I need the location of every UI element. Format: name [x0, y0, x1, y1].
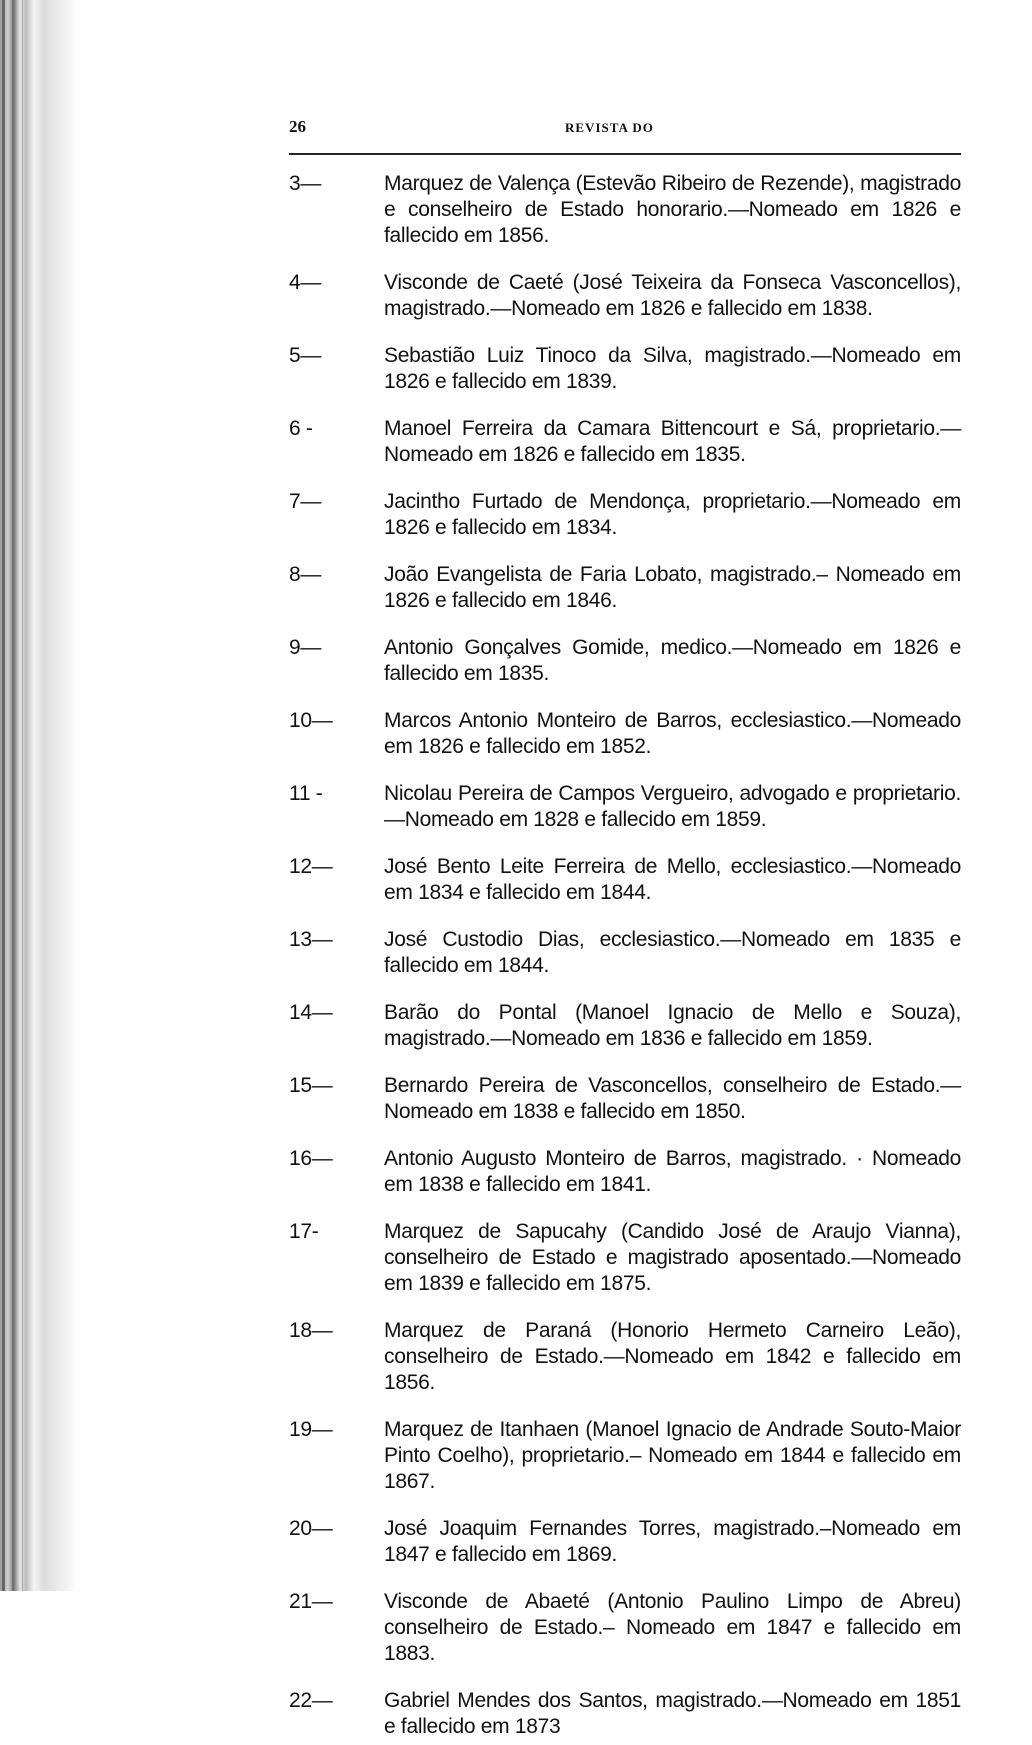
- entry-text: Manoel Ferreira da Camara Bittencourt e Sá, proprietario.— Nomeado em 1826 e fallecido em 1835.: [384, 417, 961, 466]
- list-item: [289, 1318, 961, 1396]
- list-item: [289, 270, 961, 322]
- list-item: [289, 1146, 961, 1198]
- entry-text: José Bento Leite Ferreira de Mello, ecclesiastico.—Nomeado em 1834 e fallecido em 1844.: [384, 855, 961, 904]
- entry-number: 15—: [289, 1074, 333, 1097]
- entry-text: João Evangelista de Faria Lobato, magistrado.– Nomeado em 1826 e fallecido em 1846.: [384, 563, 961, 612]
- entry-text: Marquez de Itanhaen (Manoel Ignacio de Andrade Souto-Maior Pinto Coelho), proprietario.– Nomeado em 1844 e fallecido em 1867.: [384, 1418, 961, 1493]
- entry-text: Bernardo Pereira de Vasconcellos, conselheiro de Estado.— Nomeado em 1838 e fallecido em 1850.: [384, 1074, 961, 1123]
- entry-text: Antonio Augusto Monteiro de Barros, magistrado. · Nomeado em 1838 e fallecido em 1841.: [384, 1147, 961, 1196]
- list-item: [289, 562, 961, 614]
- entry-text: Marquez de Paraná (Honorio Hermeto Carneiro Leão), conselheiro de Estado.—Nomeado em 1842 e fallecido em 1856.: [384, 1319, 961, 1394]
- binding-shadow-line: [22, 0, 23, 1591]
- entry-number: 22—: [289, 1689, 333, 1712]
- entry-text: José Custodio Dias, ecclesiastico.—Nomeado em 1835 e fallecido em 1844.: [384, 928, 961, 977]
- list-item: [289, 1219, 961, 1297]
- entry-text: Barão do Pontal (Manoel Ignacio de Mello e Souza), magistrado.—Nomeado em 1836 e fallecido em 1859.: [384, 1001, 961, 1050]
- entry-text: José Joaquim Fernandes Torres, magistrado.–Nomeado em 1847 e fallecido em 1869.: [384, 1517, 961, 1566]
- running-head: REVISTA DO: [565, 120, 654, 135]
- list-item: [289, 854, 961, 906]
- entry-number: 21—: [289, 1590, 333, 1613]
- entry-text: Marcos Antonio Monteiro de Barros, ecclesiastico.—Nomeado em 1826 e fallecido em 1852.: [384, 709, 961, 758]
- entry-number: 16—: [289, 1147, 333, 1170]
- entry-number: 8—: [289, 563, 322, 586]
- entry-number: 6 -: [289, 417, 313, 440]
- entry-text: Marquez de Valença (Estevão Ribeiro de Rezende), magistrado e conselheiro de Estado honorario.—Nomeado em 1826 e fallecido em 1856.: [384, 172, 961, 247]
- list-item: [289, 781, 961, 833]
- list-item: [289, 1516, 961, 1568]
- entry-number: 9—: [289, 636, 322, 659]
- list-item: [289, 1073, 961, 1125]
- entry-text: Antonio Gonçalves Gomide, medico.—Nomeado em 1826 e fallecido em 1835.: [384, 636, 961, 685]
- entry-text: Marquez de Sapucahy (Candido José de Araujo Vianna), conselheiro de Estado e magistrado aposentado.—Nomeado em 1839 e fallecido em 1875.: [384, 1220, 961, 1295]
- header-rule: [289, 153, 961, 155]
- list-item: [289, 171, 961, 249]
- entry-number: 18—: [289, 1319, 333, 1342]
- entry-text: Gabriel Mendes dos Santos, magistrado.—Nomeado em 1851 e fallecido em 1873: [384, 1689, 961, 1738]
- entry-number: 19—: [289, 1418, 333, 1441]
- list-item: [289, 708, 961, 760]
- page-header: [289, 117, 961, 145]
- list-item: [289, 416, 961, 468]
- entry-number: 14—: [289, 1001, 333, 1024]
- list-item: [289, 1417, 961, 1495]
- entry-text: Nicolau Pereira de Campos Vergueiro, advogado e proprietario.—Nomeado em 1828 e fallecido em 1859.: [384, 782, 961, 831]
- entry-number: 4—: [289, 271, 322, 294]
- binding-shadow-line: [12, 0, 14, 1591]
- entry-number: 3—: [289, 172, 322, 195]
- entry-number: 12—: [289, 855, 333, 878]
- entry-text: Visconde de Abaeté (Antonio Paulino Limpo de Abreu) conselheiro de Estado.– Nomeado em 1847 e fallecido em 1883.: [384, 1590, 961, 1665]
- list-item: [289, 1589, 961, 1667]
- entry-number: 17-: [289, 1220, 319, 1243]
- list-item: [289, 343, 961, 395]
- list-item: [289, 1688, 961, 1740]
- entry-number: 10—: [289, 709, 333, 732]
- entry-number: 13—: [289, 928, 333, 951]
- list-item: [289, 635, 961, 687]
- entry-text: Visconde de Caeté (José Teixeira da Fonseca Vasconcellos), magistrado.—Nomeado em 1826 e fallecido em 1838.: [384, 271, 961, 320]
- entry-list: [289, 171, 961, 1745]
- entry-number: 20—: [289, 1517, 333, 1540]
- binding-shadow-line: [2, 0, 5, 1591]
- list-item: [289, 927, 961, 979]
- entry-number: 7—: [289, 490, 322, 513]
- entry-number: 5—: [289, 344, 322, 367]
- list-item: [289, 1000, 961, 1052]
- page-number: 26: [289, 117, 306, 136]
- entry-text: Sebastião Luiz Tinoco da Silva, magistrado.—Nomeado em 1826 e fallecido em 1839.: [384, 344, 961, 393]
- entry-text: Jacintho Furtado de Mendonça, proprietario.—Nomeado em 1826 e fallecido em 1834.: [384, 490, 961, 539]
- scan-binding-edge: [0, 0, 78, 1591]
- entry-number: 11 -: [289, 782, 323, 805]
- list-item: [289, 489, 961, 541]
